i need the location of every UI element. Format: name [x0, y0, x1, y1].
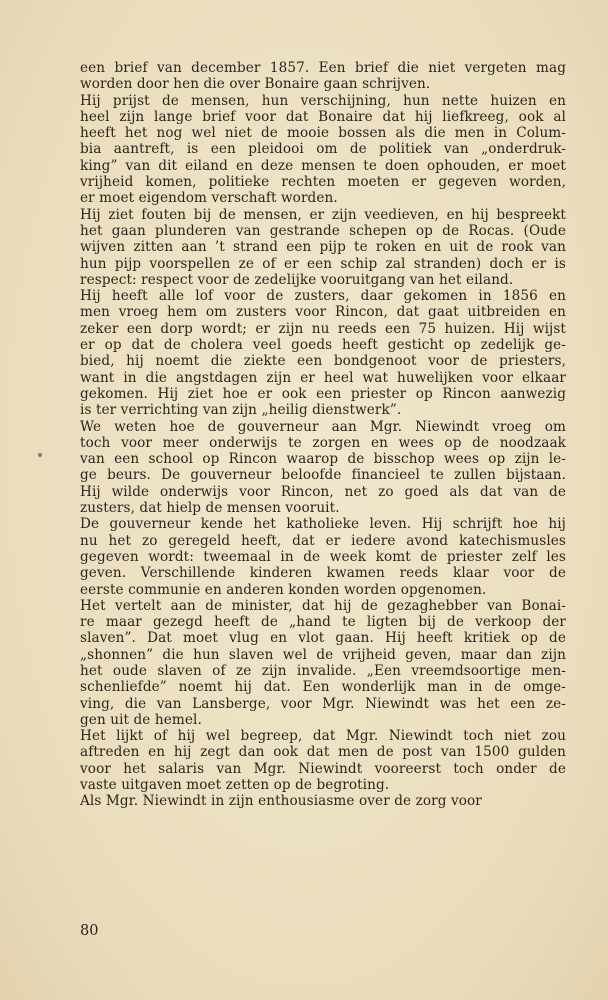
text-line: bia aantreft, is een pleidooi om de politiek van „onderdruk- [80, 141, 566, 158]
page-number: 80 [80, 923, 99, 939]
text-line: worden door hen die over Bonaire gaan schrijven. [80, 76, 431, 93]
text-line: het oude slaven of ze zijn invalide. „Een vreemdsoortige men- [80, 662, 566, 679]
text-line: gekomen. Hij ziet hoe er ook een priester op Rincon aanwezig [80, 385, 566, 402]
text-line: re maar gezegd heeft de „hand te ligten bij de verkoop der [80, 614, 566, 631]
text-line: ge beurs. De gouverneur beloofde financieel te zullen bijstaan. [80, 467, 566, 484]
text-line: Hij heeft alle lof voor de zusters, daar gekomen in 1856 en [80, 288, 566, 305]
text-line: geven. Verschillende kinderen kwamen reeds klaar voor de [80, 565, 566, 582]
text-line: Als Mgr. Niewindt in zijn enthousiasme over de zorg voor [80, 793, 482, 810]
text-line: want in die angstdagen zijn er heel wat huwelijken voor elkaar [80, 369, 566, 386]
text-line: „shonnen” die hun slaven wel de vrijheid geven, maar dan zijn [80, 646, 566, 663]
text-line: een brief van december 1857. Een brief die niet vergeten mag [80, 60, 566, 76]
text-line: is ter verrichting van zijn „heilig dienstwerk”. [80, 402, 402, 419]
text-line: eerste communie en anderen konden worden opgenomen. [80, 581, 487, 598]
text-line: zusters, dat hielp de mensen vooruit. [80, 500, 340, 517]
text-line: king” van dit eiland en deze mensen te doen ophouden, er moet [80, 157, 566, 174]
text-line: De gouverneur kende het katholieke leven. Hij schrijft hoe hij [80, 516, 566, 533]
body-text [80, 60, 566, 810]
text-line: het gaan plunderen van gestrande schepen op de Rocas. (Oude [80, 222, 566, 239]
text-line: heel zijn lange brief voor dat Bonaire dat hij liefkreeg, ook al [80, 108, 566, 125]
paper-speck [38, 453, 42, 457]
paragraph [80, 93, 566, 207]
paragraph [80, 207, 566, 288]
text-line: We weten hoe de gouverneur aan Mgr. Niewindt vroeg om [80, 418, 566, 435]
text-line: Het lijkt of hij wel begreep, dat Mgr. Niewindt toch niet zou [80, 728, 566, 745]
text-line: bied, hij noemt die ziekte een bondgenoot voor de priesters, [80, 353, 566, 370]
text-line: voor het salaris van Mgr. Niewindt vooreerst toch onder de [80, 760, 566, 777]
text-line: er moet eigendom verschaft worden. [80, 190, 338, 207]
text-line: gegeven wordt: tweemaal in de week komt de priester zelf les [80, 548, 566, 565]
text-line: slaven”. Dat moet vlug en vlot gaan. Hij heeft kritiek op de [80, 630, 566, 647]
text-line: Het vertelt aan de minister, dat hij de gezaghebber van Bonai- [80, 597, 566, 614]
text-line: schenliefde” noemt hij dat. Een wonderlijk man in de omge- [80, 679, 566, 696]
text-line: wijven zitten aan ’t strand een pijp te roken en uit de rook van [80, 239, 566, 256]
paragraph [80, 598, 566, 728]
text-line: vaste uitgaven moet zetten op de begroting. [80, 777, 390, 794]
text-line: ving, die van Lansberge, voor Mgr. Niewindt was het een ze- [80, 695, 566, 712]
paragraph [80, 60, 566, 93]
text-line: hun pijp voorspellen ze of er een schip zal stranden) doch er is [80, 255, 566, 272]
paragraph [80, 288, 566, 418]
text-line: aftreden en hij zegt dan ook dat men de post van 1500 gulden [80, 744, 566, 761]
text-line: er op dat de cholera veel goeds heeft gesticht op zedelijk ge- [80, 337, 566, 354]
paragraph [80, 793, 566, 809]
text-line: nu het zo geregeld heeft, dat er iedere avond katechismusles [80, 532, 566, 549]
text-line: gen uit de hemel. [80, 711, 202, 728]
paragraph [80, 419, 566, 517]
text-line: heeft het nog wel niet de mooie bossen als die men in Colum- [80, 125, 566, 142]
text-line: Hij wilde onderwijs voor Rincon, net zo goed als dat van de [80, 483, 566, 500]
text-line: van een school op Rincon waarop de bisschop wees op zijn le- [80, 451, 566, 468]
text-line: vrijheid komen, politieke rechten moeten er gegeven worden, [80, 174, 566, 191]
paragraph [80, 516, 566, 597]
text-line: toch voor meer onderwijs te zorgen en wees op de noodzaak [80, 434, 566, 451]
text-line: men vroeg hem om zusters voor Rincon, dat gaat uitbreiden en [80, 304, 566, 321]
text-line: Hij prijst de mensen, hun verschijning, hun nette huizen en [80, 92, 566, 109]
paragraph [80, 728, 566, 793]
text-line: zeker een dorp wordt; er zijn nu reeds een 75 huizen. Hij wijst [80, 320, 566, 337]
text-line: Hij ziet fouten bij de mensen, er zijn veedieven, en hij bespreekt [80, 206, 566, 223]
text-line: respect: respect voor de zedelijke vooruitgang van het eiland. [80, 271, 514, 288]
